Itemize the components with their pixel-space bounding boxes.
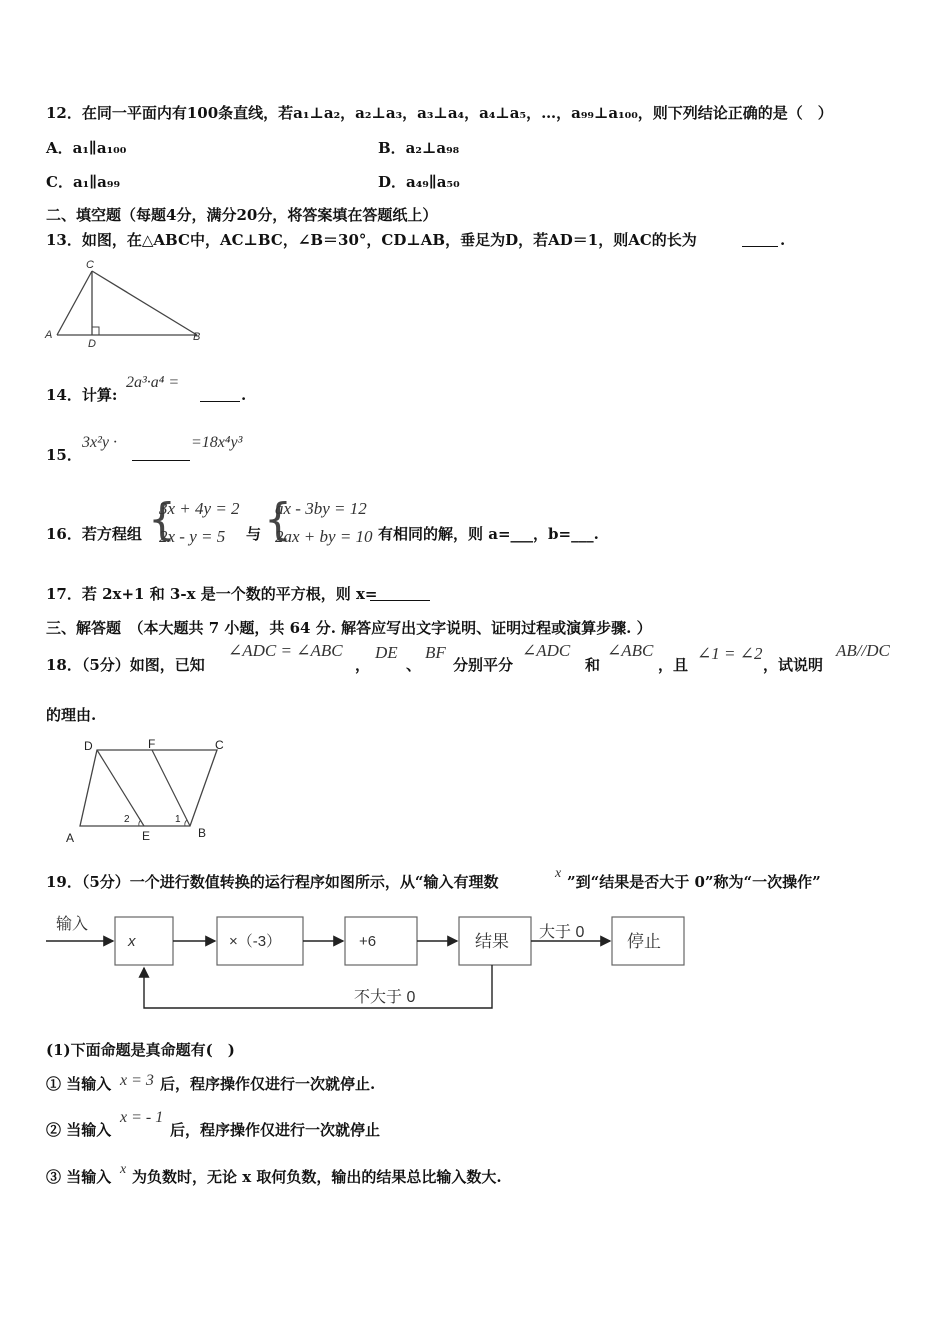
q18-angle-equality: ∠1 = ∠2 [697,644,763,663]
q15-left-expression: 3x²y · [82,434,117,451]
q19-statement2-math: x = - 1 [120,1109,164,1126]
q12-option-a: A．a₁∥a₁₀₀ [46,139,127,157]
q15-label: 15． [46,446,82,464]
q19-statement3-start: ③ 当输入 [46,1168,112,1186]
q13-triangle-figure [40,258,220,350]
q18-label-c: C [215,738,224,752]
q19-statement1-math: x = 3 [120,1072,154,1089]
q16-tail: 有相同的解，则 a=___，b=___. [378,525,599,543]
q18-angle-abc: ∠ABC [607,641,654,660]
q14-end: . [241,386,247,404]
q14-answer-blank [200,401,240,402]
q13-stem: 13．如图，在△ABC中，AC⊥BC，∠B＝30°，CD⊥AB，垂足为D，若AD＝1，则AC的长为 [46,231,697,249]
q18-label-b: B [198,826,207,840]
q16-system1-eq2: 2x - y = 5 [159,527,226,546]
q19-statement2-end: 后，程序操作仅进行一次就停止 [170,1121,381,1139]
q18-label: 18．（5分）如图，已知 [46,656,205,674]
q18-angle-1-label: 1 [175,814,181,825]
flow-box-stop-label: 停止 [627,932,661,951]
flow-box-x [115,917,173,965]
q16-system2-eq2: 2ax + by = 10 [275,527,373,546]
q14-expression: 2a³·a⁴ = [126,374,180,391]
q16-label: 16．若方程组 [46,525,142,543]
q18-parallel: AB//DC [836,641,890,660]
q16-brace-2: { [264,494,292,545]
q17-answer-blank [370,600,430,601]
q18-and-text: 和 [585,656,601,674]
q19-statement1-end: 后，程序操作仅进行一次就停止. [160,1075,376,1093]
q12-option-c: C．a₁∥a₉₉ [46,173,121,191]
q14-label: 14．计算: [46,386,118,404]
q13-label-a: A [45,329,53,341]
q16-and: 与 [246,525,262,543]
q18-bf: BF [425,643,446,662]
q18-label-f: F [148,737,156,751]
q15-answer-blank [132,460,190,461]
q13-label-b: B [193,331,201,343]
q18-equation-1: ∠ADC = ∠ABC [228,641,343,660]
flow-box-times-neg3-label: ×（-3） [229,933,282,950]
q12-option-b: B．a₂⊥a₉₈ [378,139,460,157]
flow-box-plus6 [345,917,417,965]
q17-text: 17．若 2x+1 和 3-x 是一个数的平方根，则 x= [46,585,378,603]
q16-system2-eq1: ax - 3by = 12 [275,499,367,518]
q16-system1-eq1: 3x + 4y = 2 [159,499,240,518]
q18-de: DE [375,643,398,662]
q19-part1: (1)下面命题是真命题有( ) [46,1041,235,1059]
flow-not-gt-zero-label: 不大于 0 [354,989,416,1006]
q12-option-d: D．a₄₉∥a₅₀ [378,173,460,191]
section-3-heading: 三、解答题 （本大题共 7 小题，共 64 分. 解答应写出文字说明、证明过程或演算步骤. ） [46,619,652,637]
q19-stem-x: x [555,866,562,881]
q18-bisect-text: 分别平分 [453,656,514,674]
q18-parallelogram-figure [60,736,240,846]
q19-stem-end: ”到“结果是否大于 0”称为“一次操作” [567,873,821,891]
q16-brace-1: { [148,494,176,545]
flow-input-label: 输入 [56,916,89,933]
flow-box-plus6-label: +6 [359,933,377,950]
q18-explain-text: ，试说明 [763,656,824,674]
q19-statement3-math: x [120,1162,127,1177]
q19-statement2-start: ② 当输入 [46,1121,112,1139]
q15-right-expression: =18x⁴y³ [191,434,243,451]
q18-angle-2-label: 2 [124,814,130,825]
q18-qie-text: ，且 [658,656,689,674]
q12-stem: 12．在同一平面内有100条直线，若a₁⊥a₂，a₂⊥a₃，a₃⊥a₄，a₄⊥a₅，…，a₉₉⊥a₁₀₀，则下列结论正确的是（ ） [46,104,833,122]
q18-label-d: D [84,739,93,753]
q18-reason: 的理由. [46,706,97,724]
q19-stem-start: 19．（5分）一个进行数值转换的运行程序如图所示，从“输入有理数 [46,873,499,891]
flow-box-result-label: 结果 [475,932,509,951]
q18-label-a: A [66,831,75,845]
q19-flowchart [40,905,700,1017]
q13-end: . [780,231,786,249]
q18-label-e: E [142,829,151,843]
q13-answer-blank [742,246,778,247]
q18-angle-adc: ∠ADC [522,641,571,660]
q13-label-c: C [86,259,94,271]
flow-gt-zero-label: 大于 0 [539,924,585,941]
q18-separator: 、 [406,656,422,674]
q19-statement1-start: ① 当输入 [46,1075,112,1093]
q18-comma: ， [355,656,371,674]
section-2-heading: 二、填空题（每题4分，满分20分，将答案填在答题纸上） [46,206,438,224]
flow-box-x-label: x [128,933,136,950]
q19-statement3-end: 为负数时，无论 x 取何负数，输出的结果总比输入数大. [132,1168,502,1186]
q13-label-d: D [88,338,96,350]
